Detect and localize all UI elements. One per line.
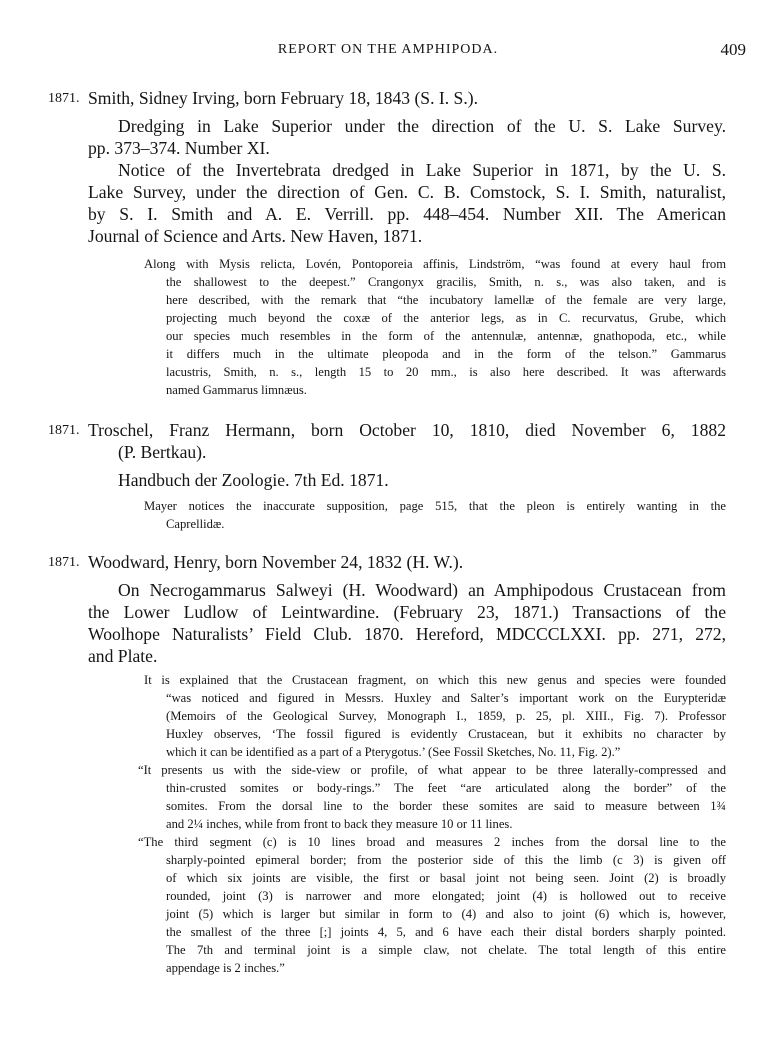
annotation-line: the shallowest to the deepest.” Crangonyx gracilis, Smith, n. s., was also taken, and is <box>166 275 726 289</box>
title-line: Woolhope Naturalists’ Field Club. 1870. Hereford, MDCCCLXXI. pp. 271, 272, <box>88 624 726 644</box>
annotation-line: named Gammarus limnæus. <box>166 383 307 397</box>
title-line: the Lower Ludlow of Leintwardine. (February 23, 1871.) Transactions of the <box>88 602 726 622</box>
annotation-line: thin-crusted somites or body-rings.” The feet “are articulated along the border” of the <box>166 781 726 795</box>
title-line: On Necrogammarus Salweyi (H. Woodward) an Amphipodous Crustacean from <box>118 580 726 600</box>
annotation-line: of which six joints are visible, the first or basal joint not being seen. Joint (2) is broadly <box>166 871 726 885</box>
annotation-line: The 7th and terminal joint is a simple claw, not chelate. The total length of this entire <box>166 943 726 957</box>
annotation-line: Caprellidæ. <box>166 517 225 531</box>
title-line: pp. 373–374. Number XI. <box>88 138 270 158</box>
title-line: by S. I. Smith and A. E. Verrill. pp. 448–454. Number XII. The American <box>88 204 726 224</box>
annotation-line: “was noticed and figured in Messrs. Huxley and Salter’s important work on the Eurypteridæ <box>166 691 726 705</box>
annotation-line: rounded, joint (3) is narrower and more elongated; joint (4) is hollowed out to receive <box>166 889 726 903</box>
title-line: Dredging in Lake Superior under the direction of the U. S. Lake Survey. <box>118 116 726 136</box>
annotation-line: Huxley observes, ‘The fossil figured is evidently Crustacean, but it exhibits no character by <box>166 727 726 741</box>
annotation-line: projecting much beyond the coxæ of the anterior legs, as in C. recurvatus, Grube, which <box>166 311 726 325</box>
running-title: REPORT ON THE AMPHIPODA. <box>277 42 499 57</box>
page-number: 409 <box>720 40 746 59</box>
annotation-line: “The third segment (c) is 10 lines broad and measures 2 inches from the dorsal line to the <box>138 835 726 849</box>
entry-year: 1871. <box>48 423 80 438</box>
annotation-line: the smallest of the three [;] joints 4, 5, and 6 have each their distal borders sharply pointed. <box>166 925 726 939</box>
annotation-line: (Memoirs of the Geological Survey, Monograph I., 1859, p. 25, pl. XIII., Fig. 7). Professor <box>166 709 726 723</box>
title-line: Journal of Science and Arts. New Haven, 1871. <box>88 226 423 246</box>
annotation-line: joint (5) which is larger but similar in form to (4) and also to joint (6) which is, however, <box>166 907 726 921</box>
author-line: Troschel, Franz Hermann, born October 10, 1810, died November 6, 1882 <box>88 420 726 440</box>
annotation-line: here described, with the remark that “the incubatory lamellæ of the female are very large, <box>166 293 726 307</box>
entry-year: 1871. <box>48 91 80 106</box>
title-line: Notice of the Invertebrata dredged in Lake Superior in 1871, by the U. S. <box>118 160 726 180</box>
annotation-line: our species much resembles in the form of the antennulæ, antennæ, gnathopoda, etc., while <box>166 329 726 343</box>
annotation-line: “It presents us with the side-view or profile, of what appear to be three laterally-compressed and <box>138 763 726 777</box>
annotation-line: appendage is 2 inches.” <box>166 961 285 975</box>
annotation-line: lacustris, Smith, n. s., length 15 to 20 mm., is also here described. It was afterwards <box>166 365 726 379</box>
entry-year: 1871. <box>48 555 80 570</box>
annotation-line: which it can be identified as a part of a Pterygotus.’ (See Fossil Sketches, No. 11, Fig. 2).” <box>166 745 621 759</box>
annotation-line: it differs much in the ultimate pleopoda and in the form of the telson.” Gammarus <box>166 347 726 361</box>
author-line: Woodward, Henry, born November 24, 1832 (H. W.). <box>88 552 464 572</box>
annotation-line: Along with Mysis relicta, Lovén, Pontoporeia affinis, Lindström, “was found at every haul from <box>144 257 726 271</box>
annotation-line: somites. From the dorsal line to the border these somites are said to measure between 1¾ <box>166 799 726 813</box>
annotation-line: It is explained that the Crustacean fragment, on which this new genus and species were founded <box>144 673 726 687</box>
title-line: and Plate. <box>88 646 158 666</box>
author-line: Smith, Sidney Irving, born February 18, 1843 (S. I. S.). <box>88 88 478 108</box>
title-line: Handbuch der Zoologie. 7th Ed. 1871. <box>118 470 389 490</box>
title-line: Lake Survey, under the direction of Gen. C. B. Comstock, S. I. Smith, naturalist, <box>88 182 726 202</box>
annotation-line: Mayer notices the inaccurate supposition, page 515, that the pleon is entirely wanting in the <box>144 499 726 513</box>
author-line: (P. Bertkau). <box>118 442 207 462</box>
annotation-line: sharply-pointed epimeral border; from the posterior side of this the limb (c 3) is given off <box>166 853 726 867</box>
annotation-line: and 2¼ inches, while from front to back they measure 10 or 11 lines. <box>166 817 513 831</box>
